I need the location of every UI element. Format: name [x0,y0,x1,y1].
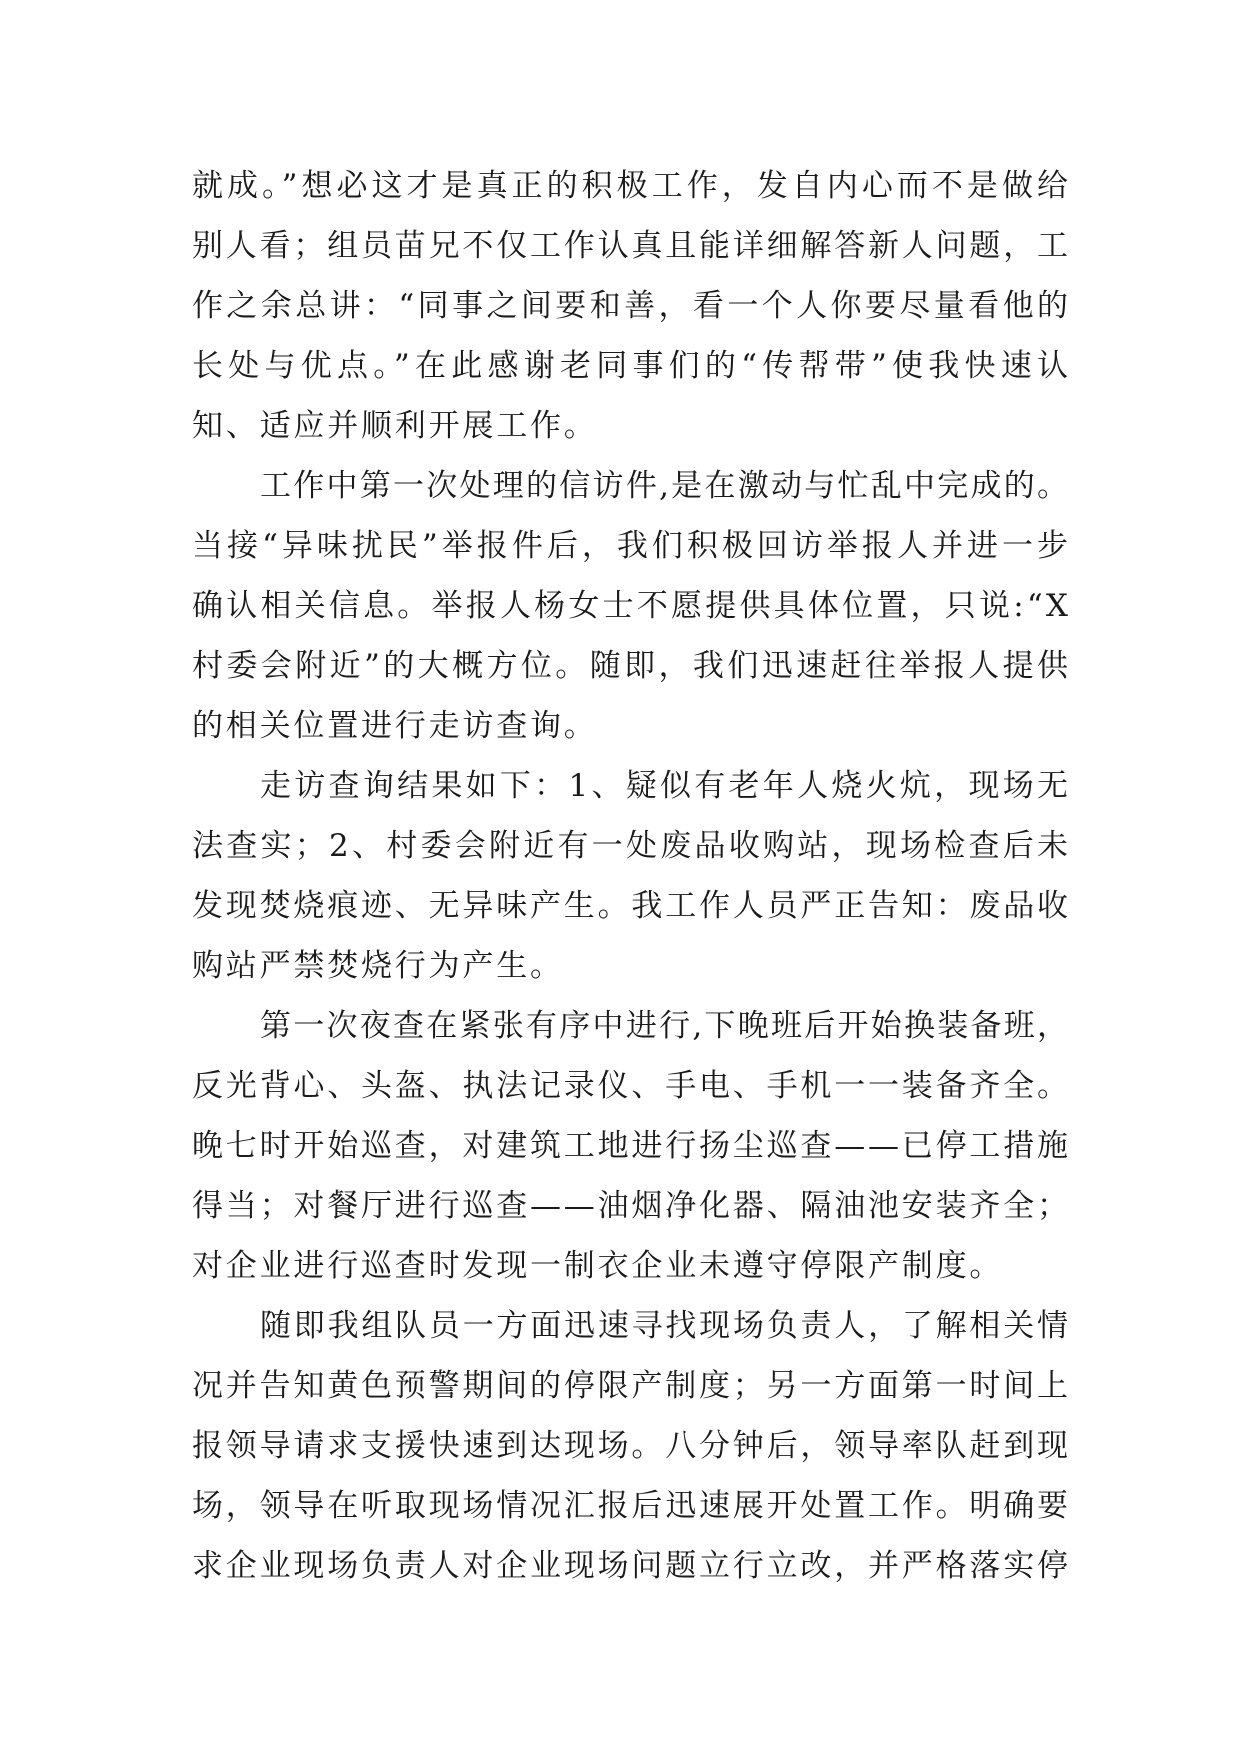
text-line: 晚七时开始巡查，对建筑工地进行扬尘巡查——已停工措施 [192,1128,1071,1164]
text-line: 走访查询结果如下：1、疑似有老年人烧火炕，现场无 [260,768,1072,804]
text-line: 得当；对餐厅进行巡查——油烟净化器、隔油池安装齐全； [192,1188,1071,1224]
text-line: 知、适应并顺利开展工作。 [192,408,598,444]
text-line: 购站严禁焚烧行为产生。 [192,948,564,984]
text-line: 的相关位置进行走访查询。 [192,708,598,744]
text-line: 求企业现场负责人对企业现场问题立行立改，并严格落实停 [192,1548,1071,1584]
text-line: 工作中第一次处理的信访件,是在激动与忙乱中完成的。 [260,468,1071,504]
text-line: 报领导请求支援快速到达现场。八分钟后，领导率队赶到现 [192,1428,1071,1464]
paragraph [192,1296,1071,1596]
text-line: 发现焚烧痕迹、无异味产生。我工作人员严正告知：废品收 [192,888,1071,924]
text-line: 对企业进行巡查时发现一制衣企业未遵守停限产制度。 [192,1248,1004,1284]
text-line: 就成。”想必这才是真正的积极工作，发自内心而不是做给 [192,168,1073,204]
text-line: 随即我组队员一方面迅速寻找现场负责人，了解相关情 [260,1308,1071,1344]
text-line: 场，领导在听取现场情况汇报后迅速展开处置工作。明确要 [192,1488,1071,1524]
text-line: 反光背心、头盔、执法记录仪、手电、手机一一装备齐全。 [192,1068,1071,1104]
text-line: 长处与优点。”在此感谢老同事们的“传帮带”使我快速认 [192,348,1074,384]
paragraph [192,156,1074,456]
paragraph [192,456,1073,756]
text-line: 当接“异味扰民”举报件后，我们积极回访举报人并进一步 [192,528,1073,564]
text-line: 作之余总讲：“同事之间要和善，看一个人你要尽量看他的 [192,288,1072,324]
document-body [192,156,1074,1596]
text-line: 况并告知黄色预警期间的停限产制度；另一方面第一时间上 [192,1368,1071,1404]
paragraph [192,756,1072,996]
text-line: 村委会附近”的大概方位。随即，我们迅速赶往举报人提供 [192,648,1072,684]
text-line: 第一次夜查在紧张有序中进行,下晚班后开始换装备班， [260,1008,1071,1044]
text-line: 确认相关信息。举报人杨女士不愿提供具体位置，只说:“X [192,588,1072,624]
text-line: 法查实；2、村委会附近有一处废品收购站，现场检查后未 [192,828,1072,864]
paragraph [192,996,1071,1296]
text-line: 别人看；组员苗兄不仅工作认真且能详细解答新人问题，工 [192,228,1071,264]
